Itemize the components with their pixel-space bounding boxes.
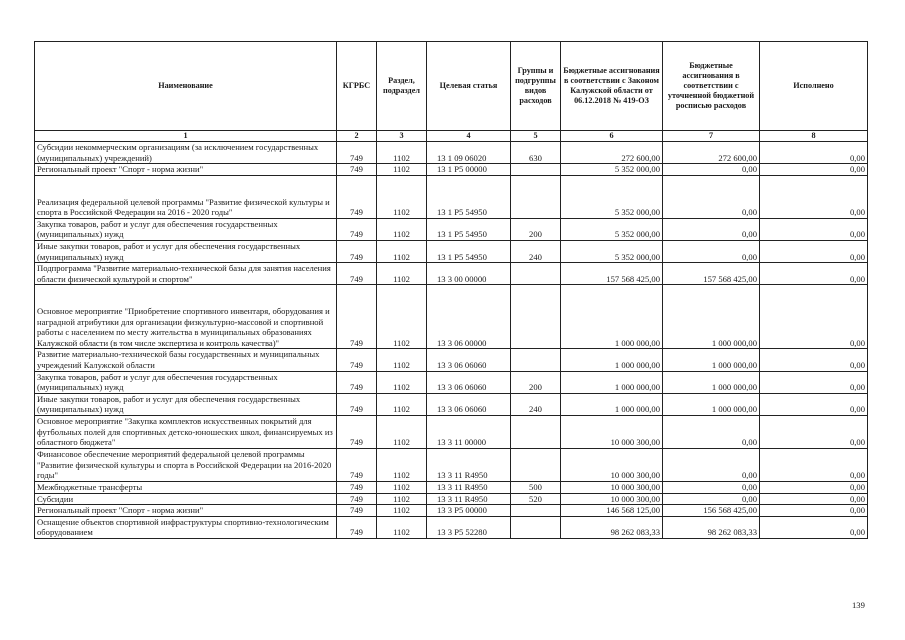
row-name: Реализация федеральной целевой программы "Развитие физической культуры и спорта в Российской Федерации на 2016 - 2020 годы" (35, 175, 337, 218)
row-name: Финансовое обеспечение мероприятий федеральной целевой программы "Развитие физической культуры и спорта в Российской Федерации на 2016-2020 годы" (35, 448, 337, 481)
row-budget-law: 5 352 000,00 (561, 175, 663, 218)
row-group (511, 285, 561, 349)
row-executed: 0,00 (760, 218, 868, 240)
row-target: 13 3 11 00000 (427, 415, 511, 448)
scan-mark: . (824, 36, 826, 44)
row-executed: 0,00 (760, 142, 868, 164)
table-row (35, 415, 868, 448)
row-name: Субсидии некоммерческим организациям (за исключением государственных (муниципальных) учреждений) (35, 142, 337, 164)
row-section: 1102 (377, 371, 427, 393)
column-number: 2 (337, 131, 377, 142)
row-executed: 0,00 (760, 448, 868, 481)
table-row (35, 175, 868, 218)
row-budget-refined: 0,00 (663, 493, 760, 505)
row-budget-law: 98 262 083,33 (561, 516, 663, 538)
row-section: 1102 (377, 263, 427, 285)
row-budget-refined: 0,00 (663, 218, 760, 240)
row-budget-law: 10 000 300,00 (561, 493, 663, 505)
row-target: 13 3 06 06060 (427, 371, 511, 393)
row-section: 1102 (377, 285, 427, 349)
table-row (35, 164, 868, 176)
table-row (35, 240, 868, 262)
row-kgrbs: 749 (337, 240, 377, 262)
row-kgrbs: 749 (337, 448, 377, 481)
row-name: Иные закупки товаров, работ и услуг для обеспечения государственных (муниципальных) нужд (35, 393, 337, 415)
row-kgrbs: 749 (337, 481, 377, 493)
row-name: Закупка товаров, работ и услуг для обеспечения государственных (муниципальных) нужд (35, 218, 337, 240)
row-budget-refined: 1 000 000,00 (663, 349, 760, 371)
row-kgrbs: 749 (337, 175, 377, 218)
row-budget-refined: 1 000 000,00 (663, 285, 760, 349)
column-number: 1 (35, 131, 337, 142)
row-executed: 0,00 (760, 285, 868, 349)
row-budget-refined: 156 568 425,00 (663, 505, 760, 517)
header-target: Целевая статья (427, 42, 511, 131)
row-group (511, 516, 561, 538)
row-budget-law: 272 600,00 (561, 142, 663, 164)
row-name: Региональный проект "Спорт - норма жизни" (35, 505, 337, 517)
row-group (511, 349, 561, 371)
row-kgrbs: 749 (337, 371, 377, 393)
row-section: 1102 (377, 240, 427, 262)
row-name: Основное мероприятие "Приобретение спортивного инвентаря, оборудования и наградной атрибутики для организации физкультурно-массовой и спортивной работы с населением по месту жительства в муниципальных образованиях Калужской области (в том числе экспертиза и контроль качества)" (35, 285, 337, 349)
row-budget-refined: 0,00 (663, 164, 760, 176)
table-row (35, 481, 868, 493)
row-budget-refined: 98 262 083,33 (663, 516, 760, 538)
row-executed: 0,00 (760, 415, 868, 448)
row-name: Основное мероприятие "Закупка комплектов искусственных покрытий для футбольных полей для спортивных детско-юношеских школ, финансируемых из областного бюджета" (35, 415, 337, 448)
table-row (35, 448, 868, 481)
header-kgrbs: КГРБС (337, 42, 377, 131)
table-row (35, 218, 868, 240)
row-target: 13 3 06 06060 (427, 349, 511, 371)
row-section: 1102 (377, 505, 427, 517)
header-group: Группы и подгруппы видов расходов (511, 42, 561, 131)
row-executed: 0,00 (760, 263, 868, 285)
header-budget-law: Бюджетные ассигнования в соответствии с Законом Калужской области от 06.12.2018 № 419-ОЗ (561, 42, 663, 131)
row-budget-refined: 0,00 (663, 240, 760, 262)
row-name: Субсидии (35, 493, 337, 505)
row-group (511, 505, 561, 517)
row-target: 13 3 11 R4950 (427, 448, 511, 481)
column-number: 3 (377, 131, 427, 142)
row-budget-law: 1 000 000,00 (561, 393, 663, 415)
row-target: 13 1 P5 54950 (427, 218, 511, 240)
row-group: 520 (511, 493, 561, 505)
table-row (35, 142, 868, 164)
row-group: 630 (511, 142, 561, 164)
row-name: Подпрограмма "Развитие материально-технической базы для занятия населения области физической культурой и спортом" (35, 263, 337, 285)
row-section: 1102 (377, 218, 427, 240)
row-target: 13 1 09 06020 (427, 142, 511, 164)
row-group (511, 448, 561, 481)
row-budget-law: 5 352 000,00 (561, 240, 663, 262)
row-group (511, 175, 561, 218)
table-row (35, 516, 868, 538)
row-kgrbs: 749 (337, 285, 377, 349)
table-row (35, 349, 868, 371)
row-group (511, 263, 561, 285)
row-kgrbs: 749 (337, 218, 377, 240)
row-section: 1102 (377, 493, 427, 505)
column-number-row (35, 131, 868, 142)
header-name: Наименование (35, 42, 337, 131)
header-row (35, 42, 868, 131)
row-kgrbs: 749 (337, 505, 377, 517)
table-row (35, 285, 868, 349)
row-budget-law: 5 352 000,00 (561, 164, 663, 176)
row-budget-refined: 0,00 (663, 415, 760, 448)
row-kgrbs: 749 (337, 493, 377, 505)
row-budget-law: 146 568 125,00 (561, 505, 663, 517)
row-budget-refined: 0,00 (663, 481, 760, 493)
table-row (35, 493, 868, 505)
row-kgrbs: 749 (337, 516, 377, 538)
row-budget-law: 157 568 425,00 (561, 263, 663, 285)
row-name: Развитие материально-технической базы государственных и муниципальных учреждений Калужской области (35, 349, 337, 371)
row-budget-refined: 157 568 425,00 (663, 263, 760, 285)
row-budget-law: 5 352 000,00 (561, 218, 663, 240)
column-number: 5 (511, 131, 561, 142)
row-target: 13 1 P5 00000 (427, 164, 511, 176)
column-number: 7 (663, 131, 760, 142)
row-section: 1102 (377, 164, 427, 176)
row-budget-refined: 0,00 (663, 175, 760, 218)
row-executed: 0,00 (760, 493, 868, 505)
table-row (35, 263, 868, 285)
row-target: 13 1 P5 54950 (427, 240, 511, 262)
row-name: Иные закупки товаров, работ и услуг для обеспечения государственных (муниципальных) нужд (35, 240, 337, 262)
header-executed: Исполнено (760, 42, 868, 131)
row-group (511, 415, 561, 448)
row-executed: 0,00 (760, 505, 868, 517)
row-name: Оснащение объектов спортивной инфраструктуры спортивно-технологическим оборудованием (35, 516, 337, 538)
row-executed: 0,00 (760, 371, 868, 393)
row-budget-law: 1 000 000,00 (561, 349, 663, 371)
row-target: 13 3 00 00000 (427, 263, 511, 285)
table-body (35, 142, 868, 539)
row-group: 200 (511, 218, 561, 240)
row-executed: 0,00 (760, 240, 868, 262)
row-kgrbs: 749 (337, 164, 377, 176)
row-executed: 0,00 (760, 349, 868, 371)
row-group: 500 (511, 481, 561, 493)
row-section: 1102 (377, 516, 427, 538)
row-section: 1102 (377, 415, 427, 448)
row-section: 1102 (377, 142, 427, 164)
row-budget-law: 10 000 300,00 (561, 481, 663, 493)
table-row (35, 371, 868, 393)
row-section: 1102 (377, 393, 427, 415)
row-name: Закупка товаров, работ и услуг для обеспечения государственных (муниципальных) нужд (35, 371, 337, 393)
column-number: 4 (427, 131, 511, 142)
row-section: 1102 (377, 175, 427, 218)
row-budget-refined: 272 600,00 (663, 142, 760, 164)
row-group: 240 (511, 393, 561, 415)
budget-table (34, 41, 868, 539)
column-number: 8 (760, 131, 868, 142)
row-target: 13 3 P5 00000 (427, 505, 511, 517)
row-kgrbs: 749 (337, 415, 377, 448)
header-section: Раздел, подраздел (377, 42, 427, 131)
row-group: 200 (511, 371, 561, 393)
row-target: 13 1 P5 54950 (427, 175, 511, 218)
row-budget-refined: 0,00 (663, 448, 760, 481)
row-kgrbs: 749 (337, 393, 377, 415)
row-budget-law: 1 000 000,00 (561, 285, 663, 349)
row-budget-law: 10 000 300,00 (561, 448, 663, 481)
row-section: 1102 (377, 481, 427, 493)
row-budget-law: 1 000 000,00 (561, 371, 663, 393)
table-row (35, 505, 868, 517)
row-budget-refined: 1 000 000,00 (663, 393, 760, 415)
page-number: 139 (852, 600, 865, 610)
row-executed: 0,00 (760, 175, 868, 218)
row-executed: 0,00 (760, 393, 868, 415)
row-kgrbs: 749 (337, 142, 377, 164)
row-budget-refined: 1 000 000,00 (663, 371, 760, 393)
column-number: 6 (561, 131, 663, 142)
row-kgrbs: 749 (337, 263, 377, 285)
row-target: 13 3 11 R4950 (427, 481, 511, 493)
row-name: Межбюджетные трансферты (35, 481, 337, 493)
row-budget-law: 10 000 300,00 (561, 415, 663, 448)
header-budget-refined: Бюджетные ассигнования в соответствии с уточненной бюджетной росписью расходов (663, 42, 760, 131)
row-group: 240 (511, 240, 561, 262)
row-group (511, 164, 561, 176)
row-section: 1102 (377, 448, 427, 481)
row-section: 1102 (377, 349, 427, 371)
row-name: Региональный проект "Спорт - норма жизни" (35, 164, 337, 176)
row-target: 13 3 P5 52280 (427, 516, 511, 538)
row-executed: 0,00 (760, 516, 868, 538)
row-target: 13 3 06 00000 (427, 285, 511, 349)
row-kgrbs: 749 (337, 349, 377, 371)
row-target: 13 3 06 06060 (427, 393, 511, 415)
row-executed: 0,00 (760, 164, 868, 176)
budget-table-sheet (34, 41, 867, 539)
row-executed: 0,00 (760, 481, 868, 493)
table-row (35, 393, 868, 415)
row-target: 13 3 11 R4950 (427, 493, 511, 505)
